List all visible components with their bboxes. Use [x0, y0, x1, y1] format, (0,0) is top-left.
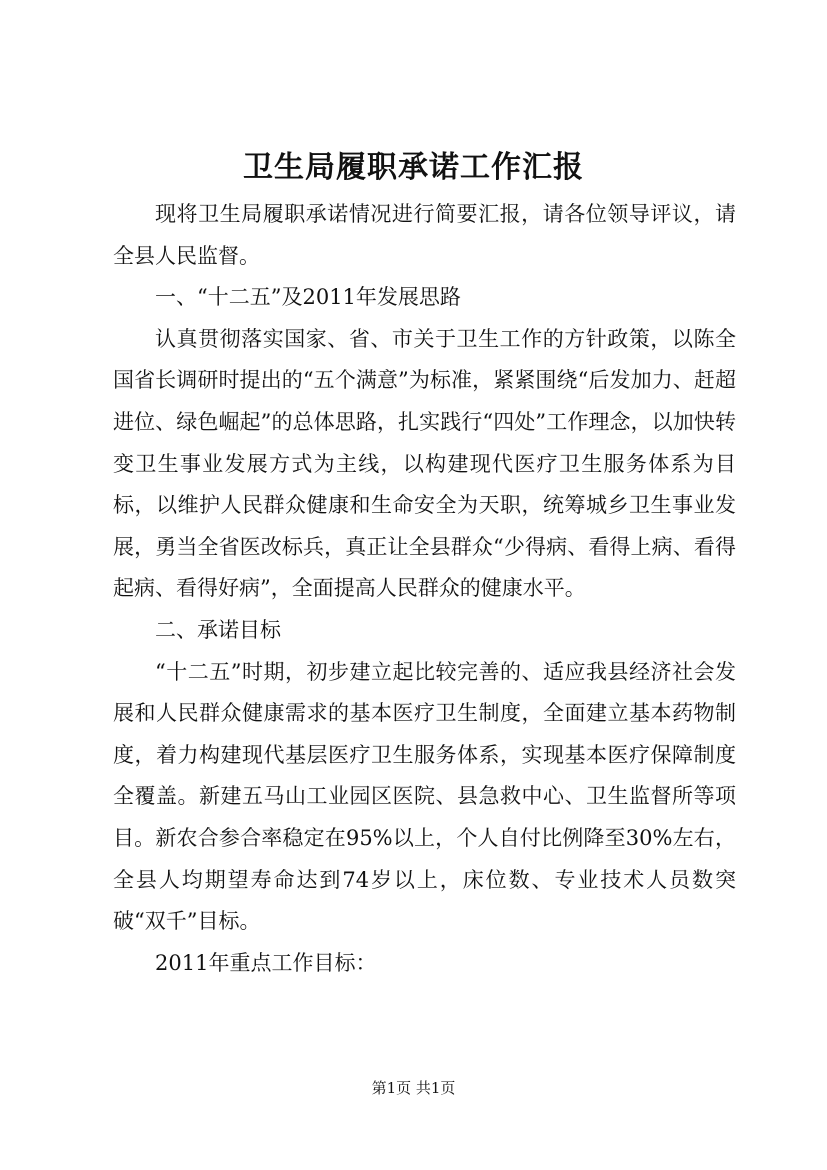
paragraph-goals: “十二五”时期，初步建立起比较完善的、适应我县经济社会发展和人民群众健康需求的基本医疗卫生制度，全面建立基本药物制度，着力构建现代基层医疗卫生服务体系，实现基本医疗保障制度全覆盖。新建五马山工业园区医院、县急救中心、卫生监督所等项目。新农合参合率稳定在95%以上，个人自付比例降至30%左右，全县人均期望寿命达到74岁以上，床位数、专业技术人员数突破“双千”目标。 — [113, 659, 736, 934]
document-title: 卫生局履职承诺工作汇报 — [243, 150, 584, 185]
paragraph-development: 认真贯彻落实国家、省、市关于卫生工作的方针政策，以陈全国省长调研时提出的“五个满意”为标准，紧紧围绕“后发加力、赶超进位、绿色崛起”的总体思路，扎实践行“四处”工作理念，以加快转变卫生事业发展方式为主线，以构建现代医疗卫生服务体系为目标，以维护人民群众健康和生命安全为天职，统筹城乡卫生事业发展，勇当全省医改标兵，真正让全县群众“少得病、看得上病、看得起病、看得好病”，全面提高人民群众的健康水平。 — [113, 326, 736, 601]
paragraph-2011-heading: 2011年重点工作目标： — [155, 950, 377, 975]
page-footer: 第1页 共1页 — [371, 1079, 456, 1097]
document-body — [113, 194, 736, 984]
section-heading-1: 一、“十二五”及2011年发展思路 — [155, 285, 461, 310]
section-heading-2: 二、承诺目标 — [155, 617, 281, 642]
paragraph-intro: 现将卫生局履职承诺情况进行简要汇报，请各位领导评议，请全县人民监督。 — [113, 202, 736, 268]
